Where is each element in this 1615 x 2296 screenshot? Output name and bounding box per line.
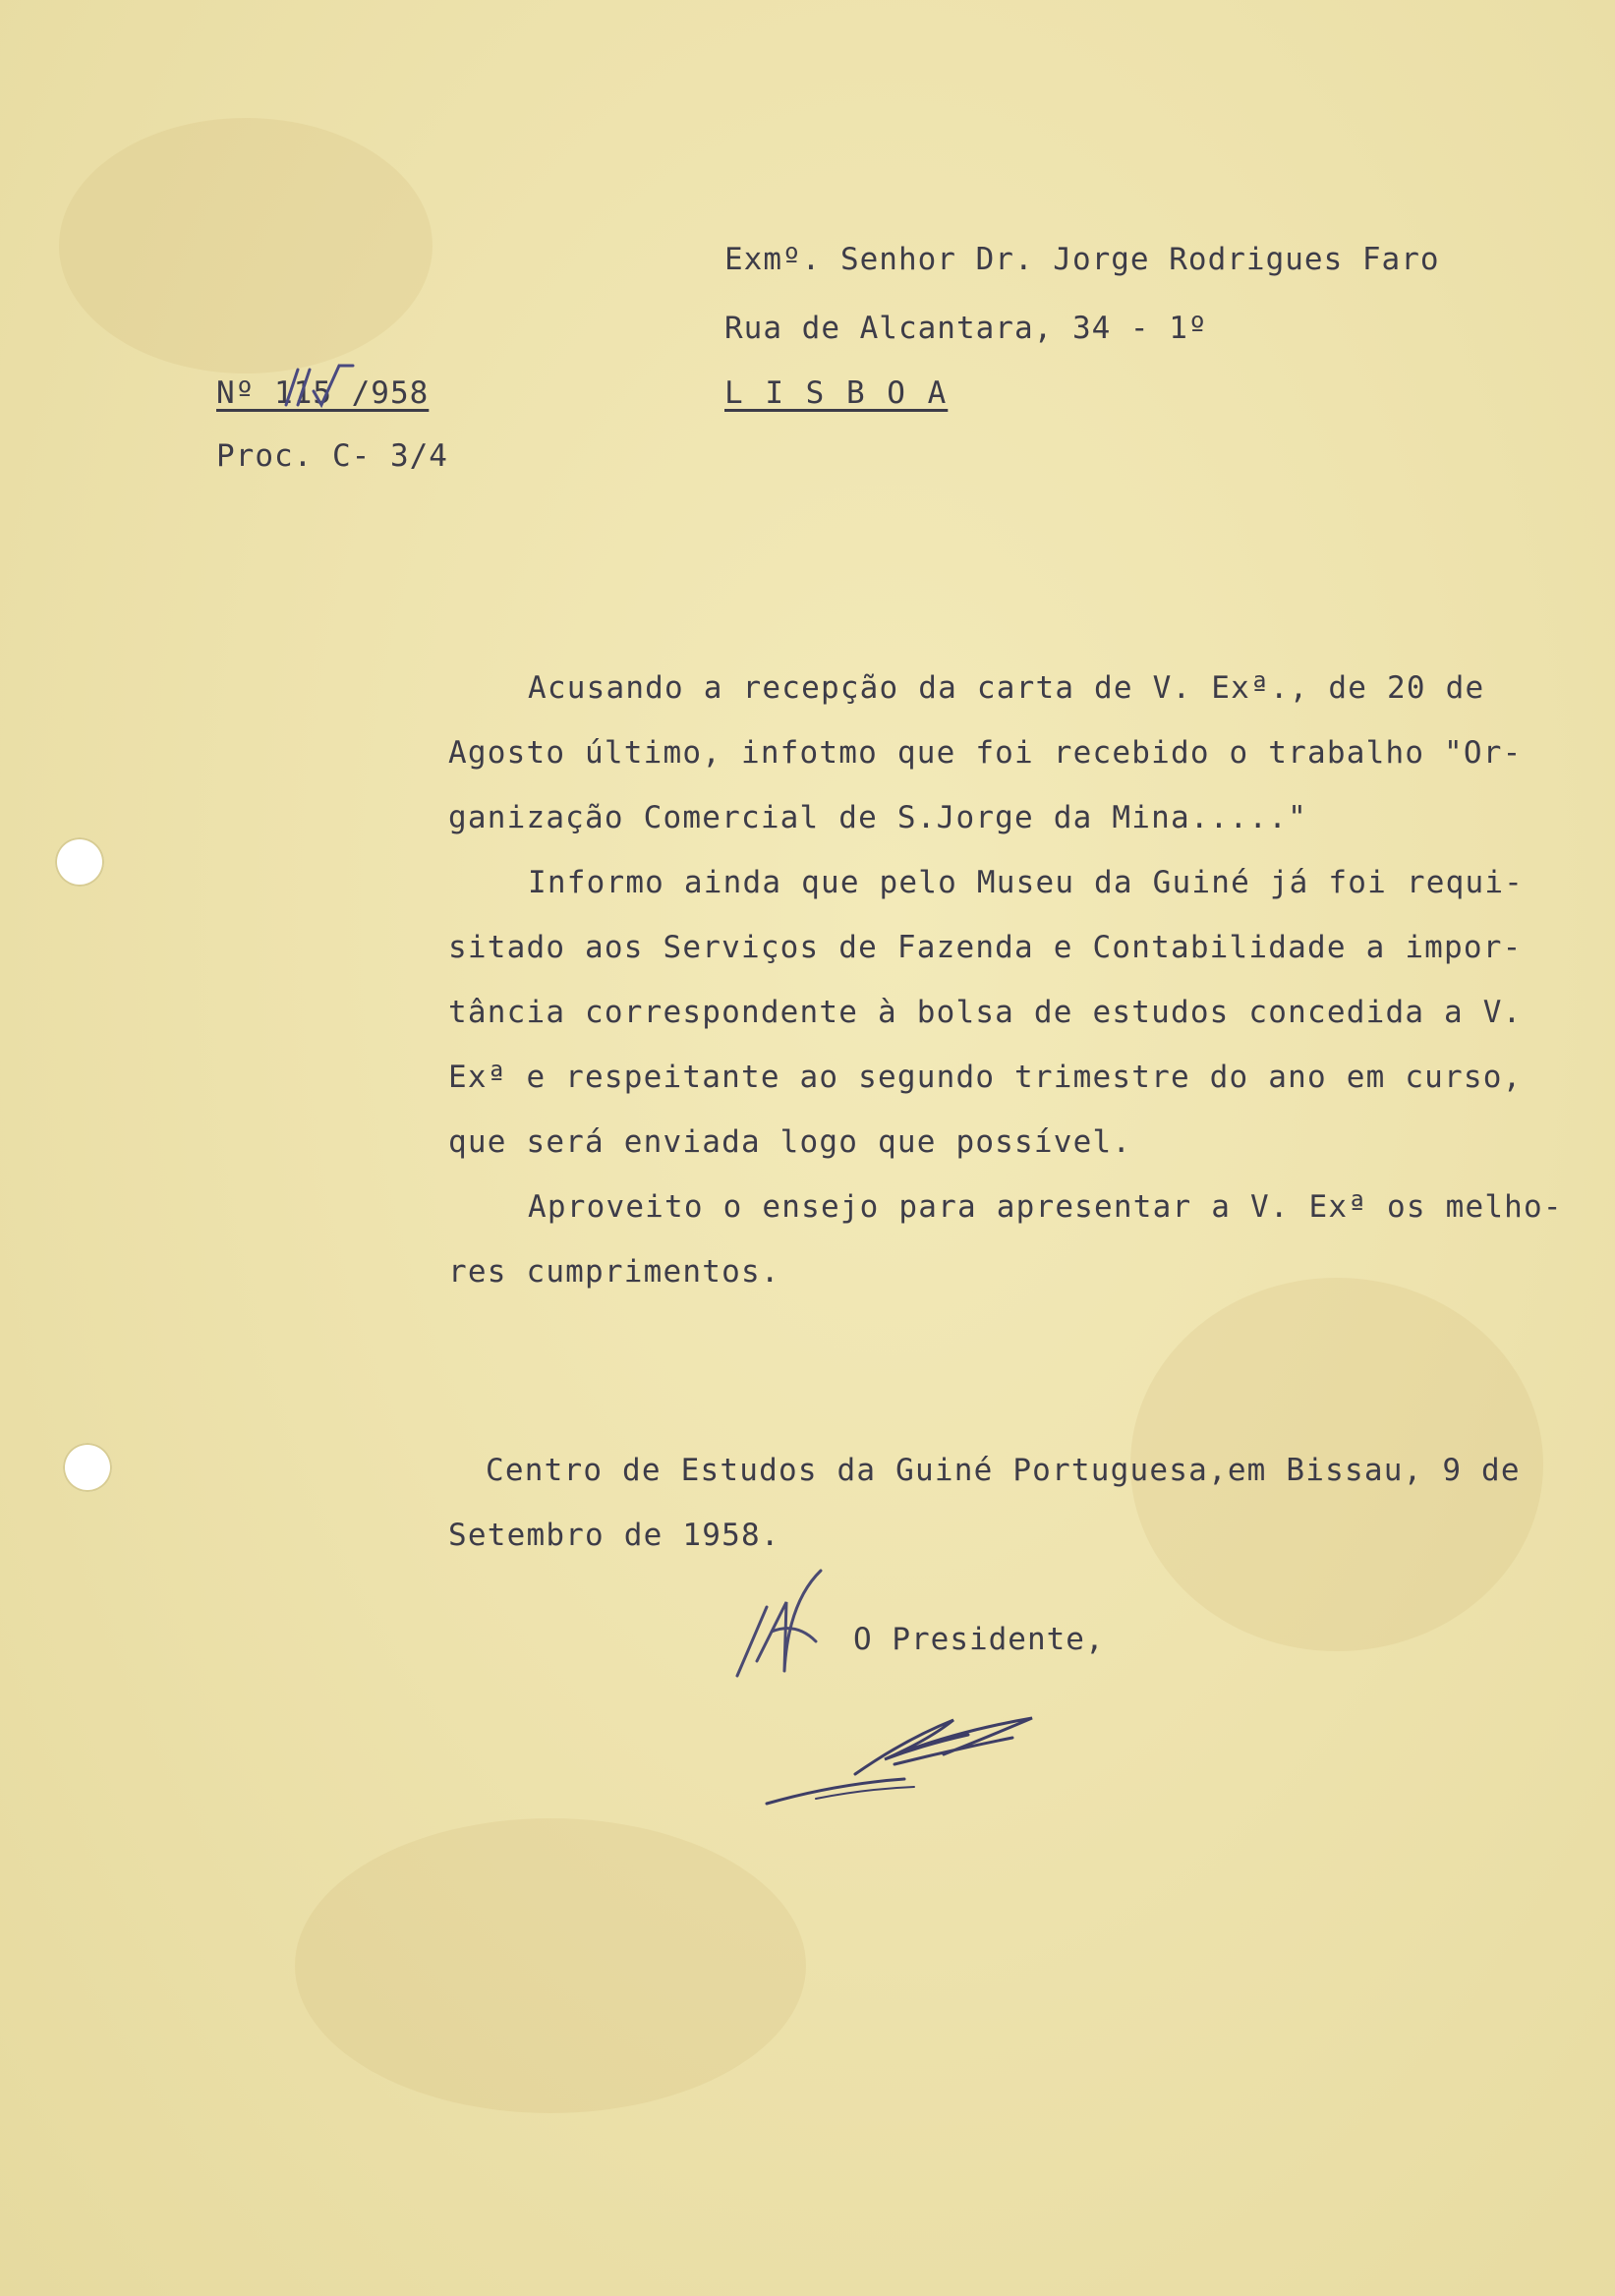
body-line: Aproveito o ensejo para apresentar a V. Exª os melho- [528, 1189, 1563, 1225]
body-line: sitado aos Serviços de Fazenda e Contabilidade a impor- [448, 930, 1523, 965]
body-line: ganização Comercial de S.Jorge da Mina....." [448, 800, 1307, 835]
paper-stain [59, 118, 433, 373]
signatory-title: O Presidente, [853, 1622, 1105, 1657]
body-line: que será enviada logo que possível. [448, 1124, 1132, 1160]
body-line: Acusando a recepção da carta de V. Exª., de 20 de [528, 670, 1485, 706]
body-line: Exª e respeitante ao segundo trimestre do ano em curso, [448, 1060, 1523, 1095]
recipient-city: L I S B O A [724, 375, 949, 411]
punch-hole [63, 1443, 112, 1492]
body-line: tância correspondente à bolsa de estudos concedida a V. [448, 995, 1523, 1030]
closing-date: Setembro de 1958. [448, 1518, 780, 1553]
handwritten-number [280, 362, 359, 411]
body-line: Agosto último, infotmo que foi recebido o trabalho "Or- [448, 735, 1523, 771]
body-line: res cumprimentos. [448, 1254, 780, 1290]
paper-stain [295, 1818, 806, 2113]
handwritten-initials [727, 1563, 865, 1691]
recipient-street: Rua de Alcantara, 34 - 1º [724, 311, 1208, 346]
body-line: Informo ainda que pelo Museu da Guiné já foi requi- [528, 865, 1525, 900]
punch-hole [55, 837, 104, 887]
process-number: Proc. C- 3/4 [216, 438, 448, 474]
closing-place-date: Centro de Estudos da Guiné Portuguesa,em Bissau, 9 de [486, 1453, 1521, 1488]
handwritten-signature [757, 1691, 1091, 1818]
reference-number: Nº 115 /958 [216, 375, 430, 411]
recipient-name: Exmº. Senhor Dr. Jorge Rodrigues Faro [724, 242, 1440, 277]
